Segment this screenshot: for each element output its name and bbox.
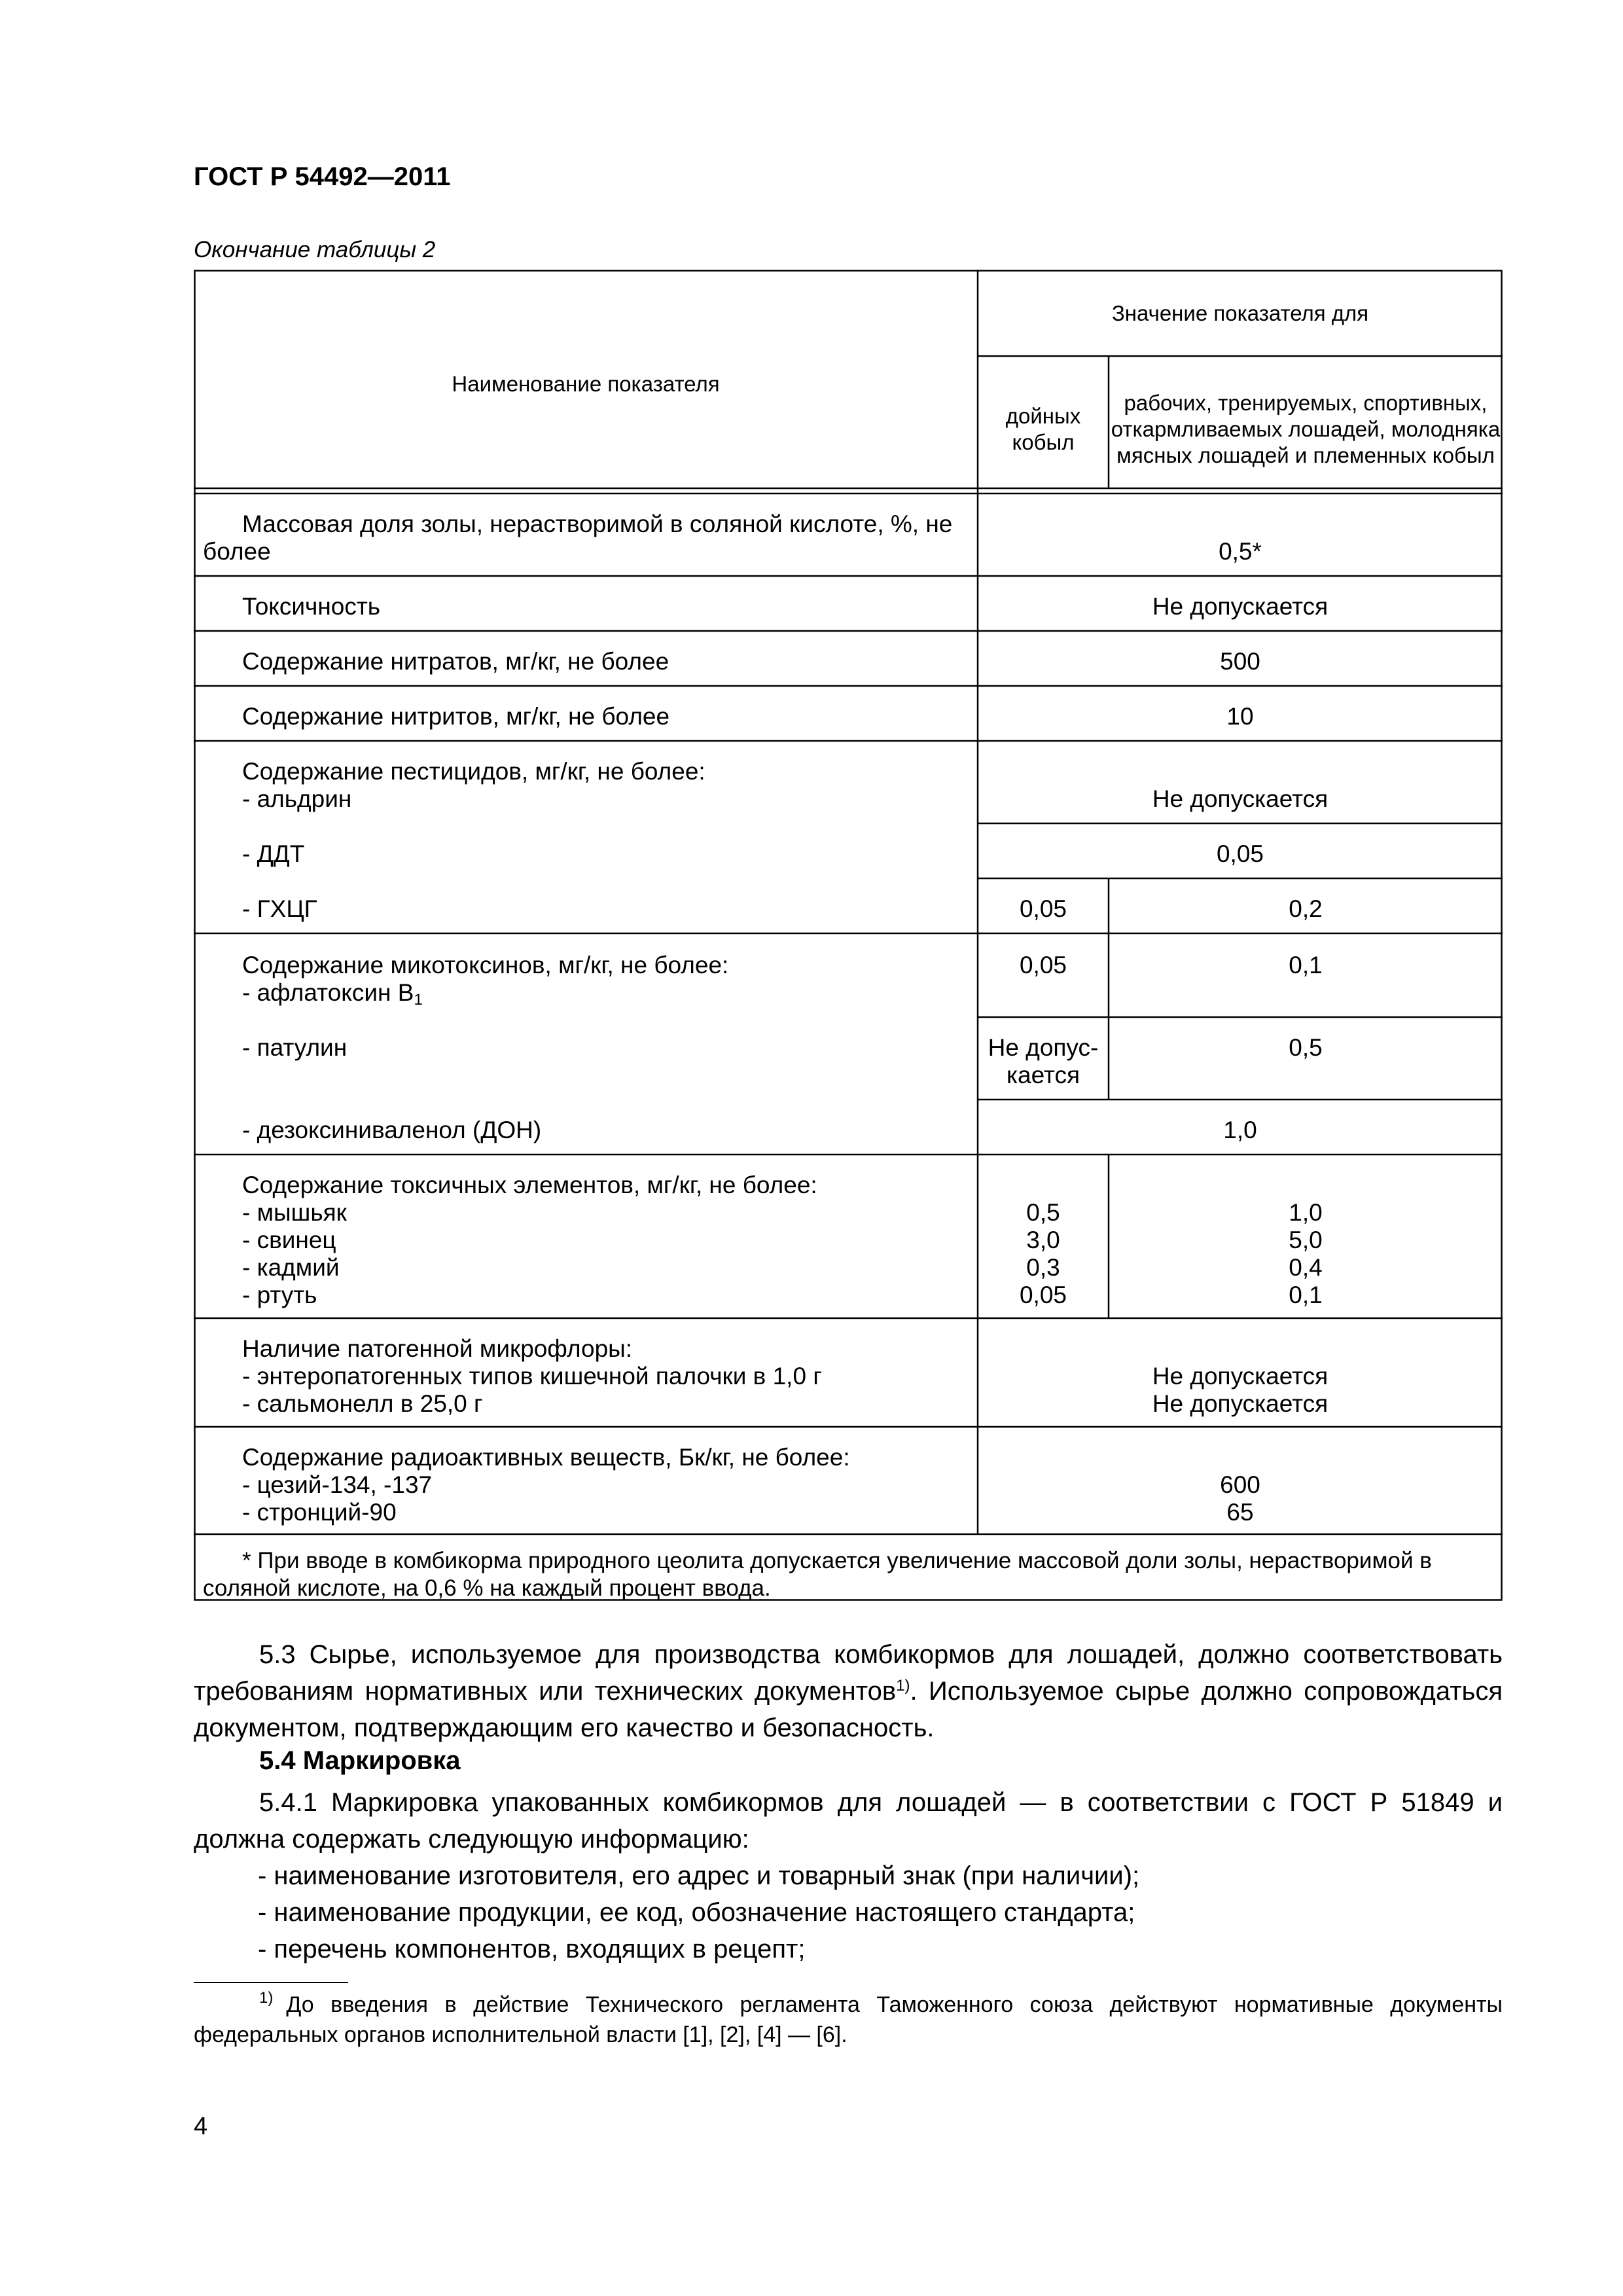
row-mycotoxins-name: Содержание микотоксинов, мг/кг, не более: xyxy=(242,952,729,978)
row-nitrites-value: 10 xyxy=(1226,703,1254,730)
row-ddt-name: - ДДТ xyxy=(242,840,305,867)
row-aflatoxin-other: 0,1 xyxy=(1289,952,1323,978)
header-col-mares: дойных кобыл xyxy=(1005,404,1081,454)
row-pathogens-value: Не допускается Не допускается xyxy=(1152,1363,1329,1417)
footnote-divider xyxy=(194,1982,348,1983)
page-number: 4 xyxy=(194,2113,208,2140)
header-value-for: Значение показателя для xyxy=(1111,301,1369,325)
row-nitrates-value: 500 xyxy=(1220,648,1260,675)
list-item: - наименование изготовителя, его адрес и товарный знак (при наличии); xyxy=(258,1861,1140,1890)
indicators-table xyxy=(194,270,1503,1601)
header-indicator-name: Наименование показателя xyxy=(452,372,720,396)
row-nitrites-name: Содержание нитритов, мг/кг, не более xyxy=(242,703,670,730)
paragraph-5-3: 5.3 Сырье, используемое для производства комбикормов для лошадей, должно соответствовать требованиям нормативных или технических документов$^{1)}$. Используемое сырье должно сопровождаться документом, подтверждающим его качество и безопасность. xyxy=(194,1640,1503,1742)
footnote-marker: 1) xyxy=(259,1989,274,2007)
table-note: * При вводе в комбикорма природного цеолита допускается увеличение массовой доли золы, нерастворимой в соляной кислоте, на 0,6 % на каждый процент ввода. xyxy=(203,1548,1432,1601)
row-aflatoxin-name: - афлатоксин $В_1$ xyxy=(242,979,423,1009)
row-don-name: - дезоксиниваленол (ДОН) xyxy=(242,1117,542,1143)
row-patulin-mares: Не допус- кается xyxy=(988,1034,1099,1088)
row-radioactive-value: 600 65 xyxy=(1220,1471,1260,1526)
row-toxic-elements-name: Содержание токсичных элементов, мг/кг, не более: - мышьяк - свинец - кадмий - ртуть xyxy=(242,1172,817,1308)
header-col-horses: рабочих, тренируемых, спортивных, откармливаемых лошадей, молодняка мясных лошадей и племенных кобыл xyxy=(1111,391,1501,467)
row-toxic-elements-other: 1,0 5,0 0,4 0,1 xyxy=(1289,1199,1323,1308)
aflatoxin-subscript: 1 xyxy=(414,991,423,1009)
row-patulin-other: 0,5 xyxy=(1289,1034,1323,1061)
row-toxicity-value: Не допускается xyxy=(1152,593,1329,620)
row-hchg-other: 0,2 xyxy=(1289,895,1323,922)
footnote-ref: 1) xyxy=(896,1677,910,1695)
row-pathogens-name: Наличие патогенной микрофлоры: - энтеропатогенных типов кишечной палочки в 1,0 г - сальмонелл в 25,0 г xyxy=(242,1335,822,1417)
footnote: $^{1)}$ До введения в действие Технического регламента Таможенного союза действуют нормативные документы федеральных органов исполнительной власти [1], [2], [4] — [6]. xyxy=(194,1989,1503,2047)
row-hchg-name: - ГХЦГ xyxy=(242,895,317,922)
document-title: ГОСТ Р 54492—2011 xyxy=(194,162,451,191)
row-toxicity-name: Токсичность xyxy=(242,593,381,620)
row-radioactive-name: Содержание радиоактивных веществ, Бк/кг, не более: - цезий-134, -137 - стронций-90 xyxy=(242,1444,850,1526)
section-5-4-heading: 5.4 Маркировка xyxy=(259,1746,461,1775)
row-pesticides-name: Содержание пестицидов, мг/кг, не более: xyxy=(242,758,705,785)
row-aldrin-value: Не допускается xyxy=(1152,785,1329,812)
row-aflatoxin-mares: 0,05 xyxy=(1019,952,1067,978)
list-item: - наименование продукции, ее код, обозначение настоящего стандарта; xyxy=(258,1898,1135,1927)
paragraph-5-4-1: 5.4.1 Маркировка упакованных комбикормов для лошадей — в соответствии с ГОСТ Р 51849 и должна содержать следующую информацию: xyxy=(194,1788,1503,1854)
row-toxic-elements-mares: 0,5 3,0 0,3 0,05 xyxy=(1019,1199,1067,1308)
row-ash-name: Массовая доля золы, нерастворимой в соляной кислоте, %, не более xyxy=(203,511,953,565)
table-caption: Окончание таблицы 2 xyxy=(194,237,436,262)
list-item: - перечень компонентов, входящих в рецепт; xyxy=(258,1935,806,1964)
row-patulin-name: - патулин xyxy=(242,1034,348,1061)
row-don-value: 1,0 xyxy=(1223,1117,1257,1143)
row-nitrates-name: Содержание нитратов, мг/кг, не более xyxy=(242,648,669,675)
row-ddt-value: 0,05 xyxy=(1216,840,1264,867)
row-aldrin-name: - альдрин xyxy=(242,785,352,812)
row-hchg-mares: 0,05 xyxy=(1019,895,1067,922)
row-ash-value: 0,5* xyxy=(1219,538,1262,565)
